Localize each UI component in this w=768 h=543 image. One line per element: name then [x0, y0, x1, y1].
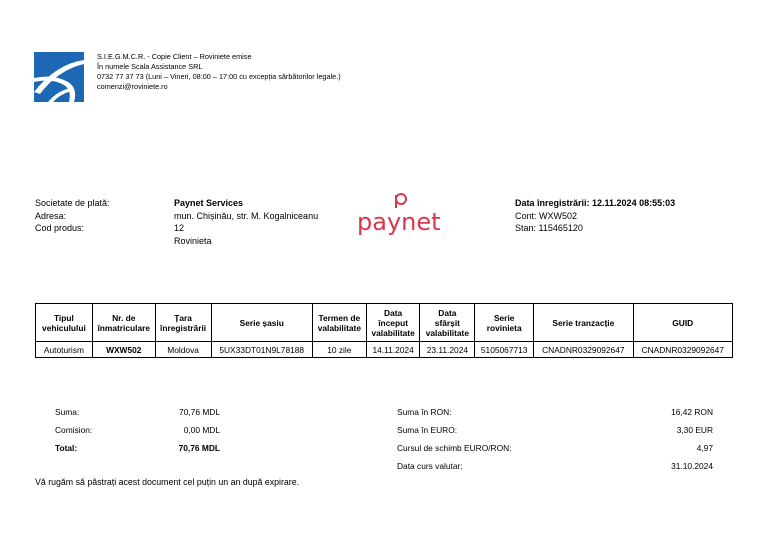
payment-labels: [35, 197, 110, 235]
header-phone: 0732 77 37 73 (Luni – Vineri, 08:00 – 17:00 cu excepția sărbătorilor legale.): [97, 72, 341, 81]
suma-value: 70,76 MDL: [179, 407, 220, 417]
currency-values: [600, 403, 713, 475]
payment-company: Paynet Services: [174, 198, 244, 208]
rate-date-value: 31.10.2024: [671, 461, 713, 471]
col-transaction-series: Serie tranzacție: [534, 304, 633, 342]
siegmcr-logo: [34, 52, 84, 102]
currency-labels: [397, 403, 512, 475]
ron-label: Suma în RON:: [397, 407, 452, 417]
comision-label: Comision:: [55, 425, 93, 435]
cell-start-date: 14.11.2024: [366, 342, 420, 358]
payment-product: Rovinieta: [174, 235, 212, 246]
total-label: Total:: [55, 443, 78, 453]
paynet-wordmark: paynet: [357, 208, 441, 236]
col-country: Țara înregistrării: [155, 304, 211, 342]
col-vignette-series: Serie rovinieta: [475, 304, 534, 342]
total-value: 70,76 MDL: [178, 443, 220, 453]
table-header-row: [36, 304, 733, 342]
rate-label: Cursul de schimb EURO/RON:: [397, 443, 512, 453]
header-line-2: În numele Scala Assistance SRL: [97, 62, 203, 71]
totals-labels: [55, 403, 92, 457]
payment-product-label: Cod produs:: [35, 223, 85, 233]
col-end-date: Data sfârșit valabilitate: [420, 304, 475, 342]
cell-validity-term: 10 zile: [312, 342, 366, 358]
col-chassis: Serie șasiu: [211, 304, 312, 342]
ron-value: 16,42 RON: [671, 407, 713, 417]
cell-country: Moldova: [155, 342, 211, 358]
col-guid: GUID: [633, 304, 732, 342]
payment-company-label: Societate de plată:: [35, 198, 110, 208]
payment-values: [174, 197, 318, 247]
cell-transaction-series: CNADNR0329092647: [534, 342, 633, 358]
suma-label: Suma:: [55, 407, 80, 417]
comision-value: 0,00 MDL: [183, 425, 220, 435]
cell-vehicle-type: Autoturism: [36, 342, 93, 358]
cell-chassis: 5UX33DT01N9L78188: [211, 342, 312, 358]
col-validity-term: Termen de valabilitate: [312, 304, 366, 342]
registration-cont: Cont: WXW502: [515, 210, 578, 221]
payment-address-1: mun. Chișinău, str. M. Kogalniceanu: [174, 210, 319, 221]
paynet-logo: [357, 192, 443, 236]
registration-date: Data înregistrării: 12.11.2024 08:55:03: [515, 198, 676, 208]
header-info: [97, 52, 341, 92]
footer-note: Vă rugăm să păstrați acest document cel puțin un an după expirare.: [35, 477, 300, 487]
cell-end-date: 23.11.2024: [420, 342, 475, 358]
col-vehicle-type: Tipul vehiculului: [36, 304, 93, 342]
registration-stan: Stan: 115465120: [515, 223, 583, 233]
cell-vignette-series: 5105067713: [475, 342, 534, 358]
col-plate: Nr. de înmatriculare: [92, 304, 155, 342]
payment-address-label: Adresa:: [35, 210, 67, 221]
vignette-table: [35, 303, 733, 358]
table-row: [36, 342, 733, 358]
payment-address-2: 12: [174, 223, 185, 233]
header-line-1: S.I.E.G.M.C.R. - Copie Client – Roviniete emise: [97, 52, 252, 61]
rate-value: 4,97: [696, 443, 713, 453]
cell-plate: WXW502: [92, 342, 155, 358]
col-start-date: Data început valabilitate: [366, 304, 420, 342]
header-email: comenzi@roviniete.ro: [97, 82, 168, 91]
euro-value: 3,30 EUR: [676, 425, 713, 435]
euro-label: Suma în EURO:: [397, 425, 458, 435]
registration-info: [515, 197, 675, 235]
totals-values: [164, 403, 220, 457]
rate-date-label: Data curs valutar:: [397, 461, 463, 471]
cell-guid: CNADNR0329092647: [633, 342, 732, 358]
